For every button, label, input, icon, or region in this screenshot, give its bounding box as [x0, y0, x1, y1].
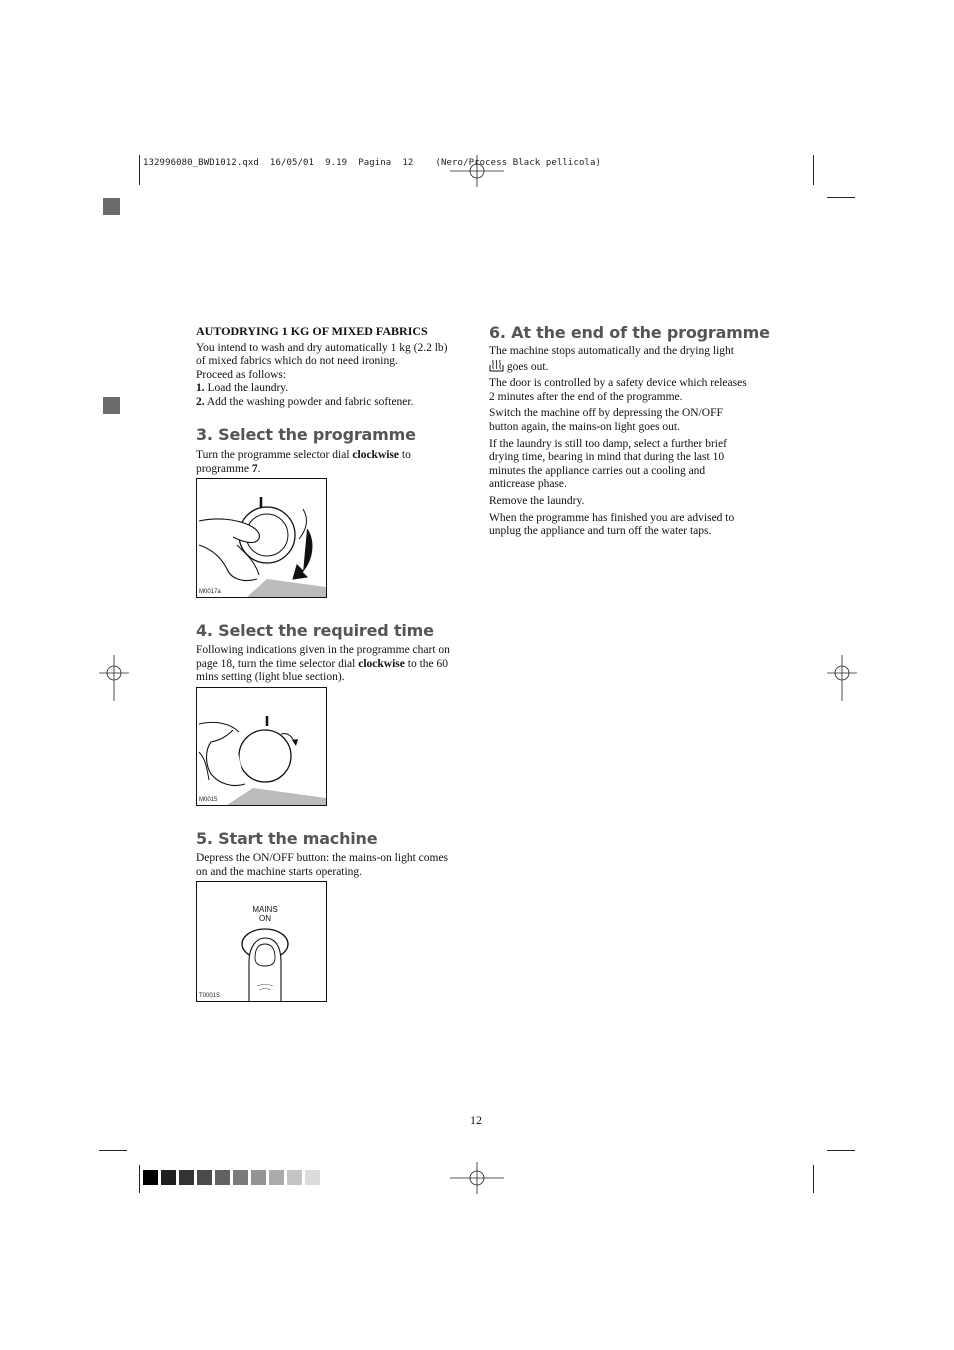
- section-3-heading: 3. Select the programme: [196, 425, 416, 444]
- section-6-heading: 6. At the end of the programme: [489, 323, 770, 342]
- section-5-heading: 5. Start the machine: [196, 829, 378, 848]
- section-4-text: Following indications given in the programme chart on page 18, turn the time selector dial clockwise to the 60 mins setting (light blue section).: [196, 644, 450, 684]
- hand-turning-dial-illustration: [197, 479, 326, 597]
- left-column: [196, 325, 466, 410]
- hand-turning-time-dial-illustration: [197, 688, 326, 805]
- mains-label: MAINS ON: [252, 905, 278, 923]
- crop-mark: [827, 1150, 855, 1151]
- paragraph: The door is controlled by a safety device which releases 2 minutes after the end of the programme.: [489, 377, 747, 403]
- section-4-heading: 4. Select the required time: [196, 621, 434, 640]
- color-swatch: [269, 1170, 284, 1185]
- autodrying-subheading: AUTODRYING 1 KG OF MIXED FABRICS: [196, 324, 428, 338]
- color-swatch: [287, 1170, 302, 1185]
- color-swatch: [305, 1170, 320, 1185]
- color-swatch: [143, 1170, 158, 1185]
- registration-mark-icon: [827, 655, 857, 701]
- mains-button-figure: [196, 881, 327, 1002]
- crop-mark: [139, 155, 140, 185]
- time-dial-figure: [196, 687, 327, 806]
- crop-mark: [813, 1165, 814, 1193]
- intro-text: You intend to wash and dry automatically 1 kg (2.2 lb) of mixed fabrics which do not need ironing. Proceed as follows: 1. Load the laundry. 2. Add the washing powder and fabric softener.: [196, 341, 448, 408]
- figure-code: T0001S: [199, 993, 221, 999]
- finger-pressing-button-illustration: [197, 882, 326, 1001]
- crop-mark: [139, 1165, 140, 1193]
- right-column: [489, 345, 764, 542]
- crop-mark: [827, 197, 855, 198]
- page-number: 12: [470, 1113, 482, 1127]
- printer-slug: 132996080_BWD1012.qxd 16/05/01 9.19 Pagina 12 (Nero/Process Black pellicola): [143, 158, 602, 168]
- figure-code: M0017a: [199, 589, 221, 595]
- color-swatch: [197, 1170, 212, 1185]
- registration-mark-icon: [450, 1162, 504, 1194]
- registration-mark-icon: [99, 655, 129, 701]
- section-3-text: Turn the programme selector dial clockwise to programme 7.: [196, 449, 411, 475]
- paragraph: When the programme has finished you are advised to unplug the appliance and turn off the water taps.: [489, 511, 735, 538]
- paragraph: Remove the laundry.: [489, 494, 585, 507]
- color-swatch: [161, 1170, 176, 1185]
- margin-marker: [103, 198, 120, 215]
- paragraph: Switch the machine off by depressing the ON/OFF button again, the mains-on light goes out.: [489, 407, 723, 433]
- figure-code: M0015: [199, 797, 218, 803]
- color-swatch: [179, 1170, 194, 1185]
- section-5-text: Depress the ON/OFF button: the mains-on light comes on and the machine starts operating.: [196, 852, 449, 878]
- programme-dial-figure: [196, 478, 327, 598]
- crop-mark: [813, 155, 814, 185]
- color-swatch: [233, 1170, 248, 1185]
- margin-marker: [103, 397, 120, 414]
- crop-mark: [99, 1150, 127, 1151]
- color-swatch: [251, 1170, 266, 1185]
- paragraph: If the laundry is still too damp, select a further brief drying time, bearing in mind that during the last 10 minutes the appliance carries out a cooling and anticrease phase.: [489, 437, 727, 491]
- color-swatch: [215, 1170, 230, 1185]
- registration-mark-icon: [450, 155, 504, 187]
- paragraph: The machine stops automatically and the drying light goes out.: [489, 345, 734, 373]
- drying-light-icon: [489, 359, 504, 372]
